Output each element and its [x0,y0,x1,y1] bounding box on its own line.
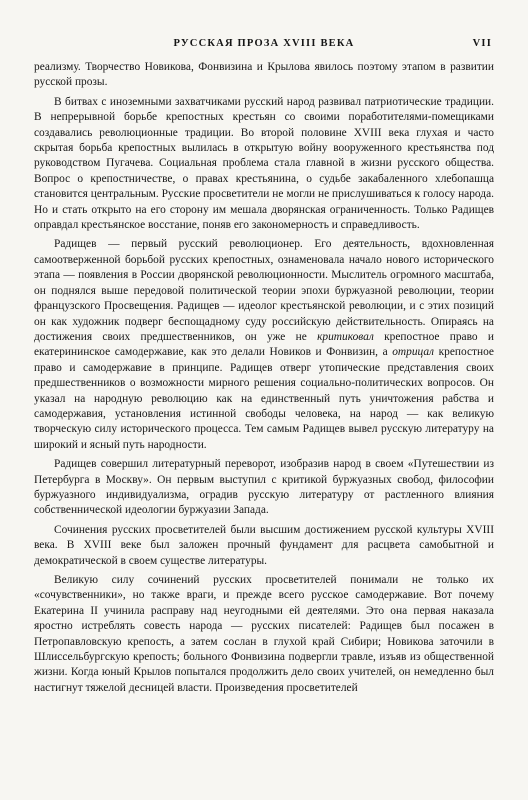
paragraph-segment: Радищев — первый русский революционер. Его деятельность, вдохновленная самоотверженной борьбой русских крепостных, ознаменовала начало нового исторического этапа — появления в России дворянской революционности. Мыслитель огромного масштаба, он поднялся выше передовой политической теории эпохи буржуазной революции, теории французского Просвещения. Радищев — идеолог крестьянской революции, и с этих позиций он как художник подверг беспощадному суду российскую действительность. Опираясь на достижения своих предшественников, он уже не [34,238,494,343]
paragraph-2 [34,95,494,234]
italic-term-kritikoval: критиковал [317,330,374,343]
paragraph-segment: Сочинения русских просветителей были высшим достижением русской культуры XVIII века. В XVIII веке был заложен прочный фундамент для расцвета самобытной и демократической в своем существе литературы. [34,523,494,567]
paragraph-segment: крепостное право и самодержавие в принципе. Радищев отверг утопические представления своих предшественников о возможности мирного решения социально-политических вопросов. Он указал на народную революцию как на единственный путь уничтожения рабства и самодержавия, установления истинной свободы человека, на народ — как великую творческую силу исторического процесса. Тем самым Радищев вывел русскую литературу на широкий и ясный путь народности. [34,346,494,451]
paragraph-segment: крепостное право и екатерининское самодержавие, как это делали Новиков и Фонвизин, а [34,330,494,359]
paragraph-segment: Радищев совершил литературный переворот, изобразив народ в своем «Путешествии из Петербурга в Москву». Он первым выступил с критикой буржуазных свобод, философии буржуазного индивидуализма, оградив русскую литературу от растленного влияния собственнической идеологии буржуазии Запада. [34,458,494,517]
paragraph-segment: В битвах с иноземными захватчиками русский народ развивал патриотические традиции. В непрерывной борьбе крепостных крестьян со своими поработителями-помещиками создавались революционные традиции. Во второй половине XVIII века глухая и часто скрытая борьба крепостных вылилась в открытую войну вооруженного крестьянства под руководством Пугачева. Социальная проблема стала главной в жизни русского общества. Вопрос о крепостничестве, о правах крестьянина, о судьбе закабаленного хлебопашца становится центральным. Русские просветители не могли не прислушиваться к голосу народа. Но и стать открыто на его сторону им мешала дворянская ограниченность. Только Радищев оправдал крестьянское восстание, поняв его закономерность и справедливость. [34,95,494,232]
paragraph-segment: реализму. Творчество Новикова, Фонвизина и Крылова явилось поэтому этапом в развитии русской прозы. [34,61,494,89]
paragraph-1 [34,60,494,91]
page-number: VII [472,38,492,49]
paragraph-segment: Великую силу сочинений русских просветителей понимали не только их «сочувственники», но также враги, и прежде всего русское самодержавие. Вот почему Екатерина II учинила расправу над неугодными ей деятелями. Это она первая наказала яростно истреблять совесть народа — русских писателей: Радищев был посажен в Петропавловскую крепость, а затем сослан в глухой край Сибири; Новикова заточили в Шлиссельбургскую крепость; больного Фонвизина подвергли травле, изъяв из общественной жизни. Когда юный Крылов попытался продолжить дело своих учителей, он немедленно был настигнут тяжелой десницей власти. Произведения просветителей [34,574,494,694]
paragraph-6 [34,573,494,696]
body-text [34,60,494,696]
running-head [34,38,494,60]
paragraph-3 [34,237,494,453]
running-title: РУССКАЯ ПРОЗА XVIII ВЕКА [173,38,355,49]
paragraph-4 [34,457,494,519]
paragraph-5 [34,523,494,569]
italic-term-otrical: отрицал [392,346,435,359]
